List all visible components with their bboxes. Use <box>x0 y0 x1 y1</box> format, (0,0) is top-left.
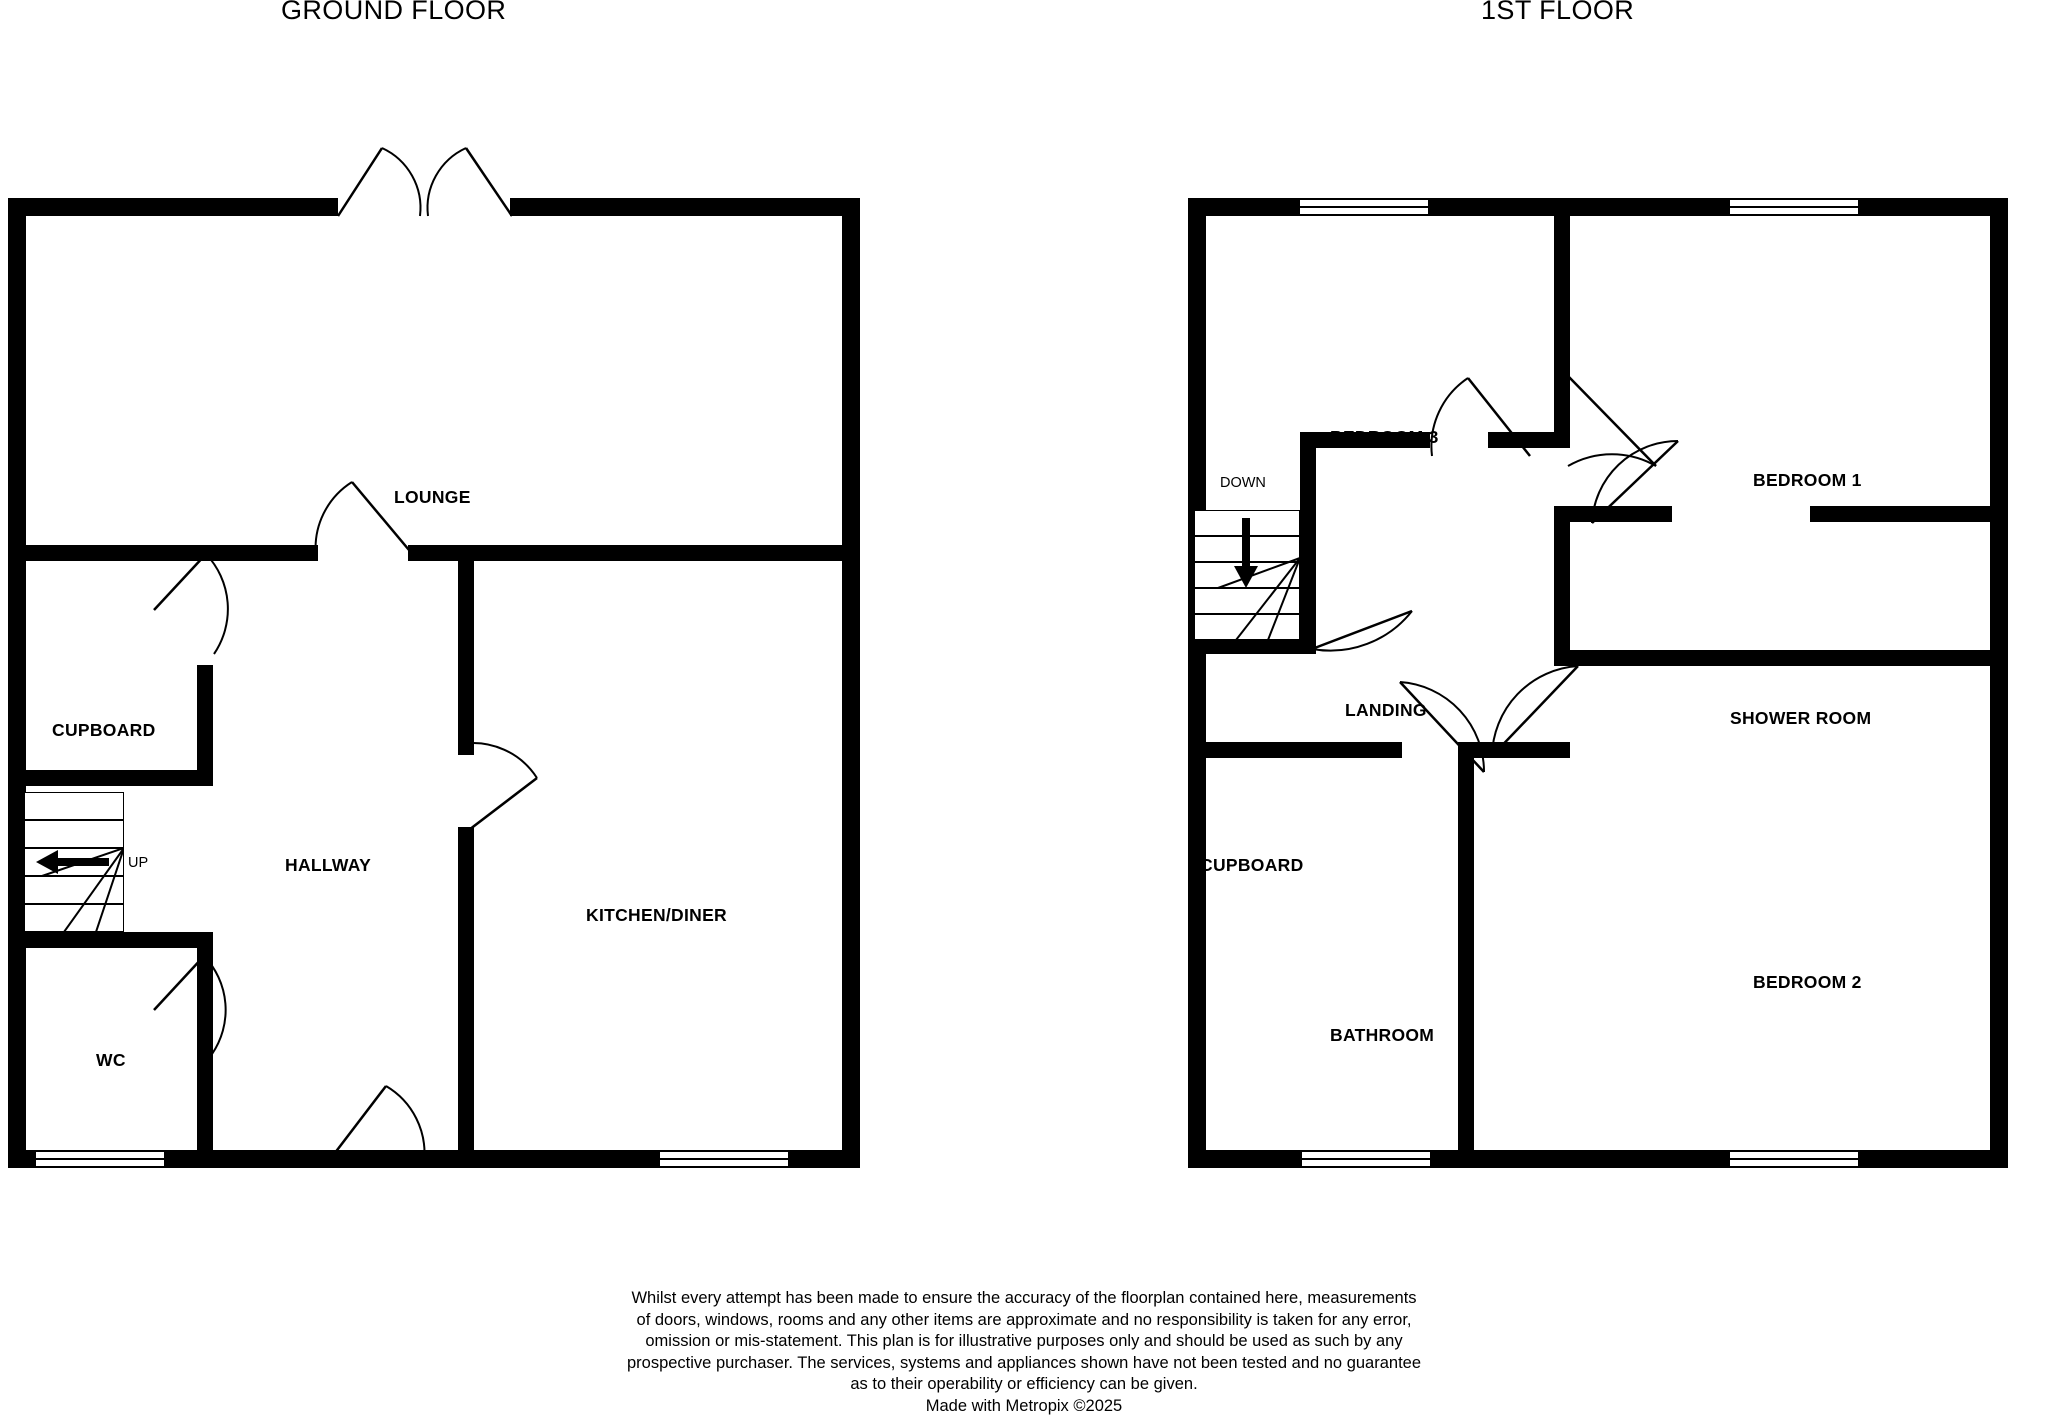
room-label-hallway: HALLWAY <box>285 855 371 876</box>
room-label-kitchen-diner: KITCHEN/DINER <box>586 905 727 926</box>
stair-direction-label-up: UP <box>128 855 148 871</box>
disclaimer-line-2: of doors, windows, rooms and any other items are approximate and no responsibility is taken for any error, <box>0 1310 2048 1332</box>
window-bedroom1-top <box>1730 198 1858 216</box>
wall-bedroom1-shower-right <box>1810 506 2008 522</box>
wall-shower-bottom <box>1554 650 2008 666</box>
ground-floor-plan <box>0 120 900 1060</box>
room-label-landing: LANDING <box>1345 700 1427 721</box>
wall-bathroom-top <box>1188 742 1402 758</box>
wall-bathroom-bedroom2 <box>1458 742 1474 1168</box>
door-cupboard <box>140 550 230 665</box>
wall-wc-door-stub <box>197 932 213 948</box>
wall-cupboard-right <box>197 665 213 770</box>
disclaimer-credit: Made with Metropix ©2025 <box>0 1396 2048 1417</box>
wall-exterior-right <box>1990 198 2008 1168</box>
room-label-lounge: LOUNGE <box>394 487 471 508</box>
wall-exterior-top-left <box>8 198 338 216</box>
disclaimer-block <box>0 1288 2048 1417</box>
wall-hallway-kitchen-lower <box>458 827 474 1168</box>
stair-direction-label-down: DOWN <box>1220 475 1266 491</box>
wall-wc-top <box>8 932 213 948</box>
door-wc <box>140 950 230 1070</box>
room-label-wc: WC <box>96 1050 126 1071</box>
door-bedroom3 <box>1420 368 1540 466</box>
room-label-bedroom1: BEDROOM 1 <box>1753 470 1862 491</box>
window-wc-bottom <box>36 1150 164 1168</box>
door-cupboard <box>1304 525 1424 655</box>
first-floor-plan <box>1170 120 2048 1060</box>
window-bedroom3-top <box>1300 198 1428 216</box>
door-front-entrance <box>330 142 520 222</box>
staircase-up <box>24 792 124 932</box>
wall-exterior-right <box>842 198 860 1168</box>
wall-exterior-left <box>1188 198 1206 1168</box>
door-lounge <box>310 472 420 564</box>
door-bedroom2 <box>1466 660 1586 770</box>
disclaimer-line-4: prospective purchaser. The services, systems and appliances shown have not been tested and no guarantee <box>0 1353 2048 1375</box>
window-kitchen-bottom <box>660 1150 788 1168</box>
window-bedroom2-bottom <box>1730 1150 1858 1168</box>
room-label-cupboard: CUPBOARD <box>52 720 156 741</box>
door-rear-entrance <box>320 1080 450 1170</box>
room-label-shower-room: SHOWER ROOM <box>1730 708 1871 729</box>
room-label-bedroom3: BEDROOM 3 <box>1330 427 1439 448</box>
room-label-bathroom: BATHROOM <box>1330 1025 1434 1046</box>
floor-title-ground: GROUND FLOOR <box>281 0 506 26</box>
staircase-down <box>1194 510 1300 640</box>
window-bathroom-bottom <box>1302 1150 1430 1168</box>
room-label-bedroom2: BEDROOM 2 <box>1753 972 1862 993</box>
wall-hallway-kitchen-upper <box>458 545 474 755</box>
door-kitchen <box>455 740 565 845</box>
disclaimer-line-3: omission or mis-statement. This plan is for illustrative purposes only and should be used as such by any <box>0 1331 2048 1353</box>
disclaimer-line-5: as to their operability or efficiency can be given. <box>0 1374 2048 1396</box>
floor-title-first: 1ST FLOOR <box>1481 0 1634 26</box>
wall-cupboard-top <box>1188 638 1316 654</box>
wall-cupboard-bottom <box>8 770 213 786</box>
door-shower-room <box>1564 435 1684 535</box>
wall-exterior-top-right <box>510 198 860 216</box>
room-label-cupboard: CUPBOARD <box>1200 855 1304 876</box>
wall-exterior-left <box>8 198 26 1168</box>
disclaimer-line-1: Whilst every attempt has been made to ensure the accuracy of the floorplan contained here, measurements <box>0 1288 2048 1310</box>
